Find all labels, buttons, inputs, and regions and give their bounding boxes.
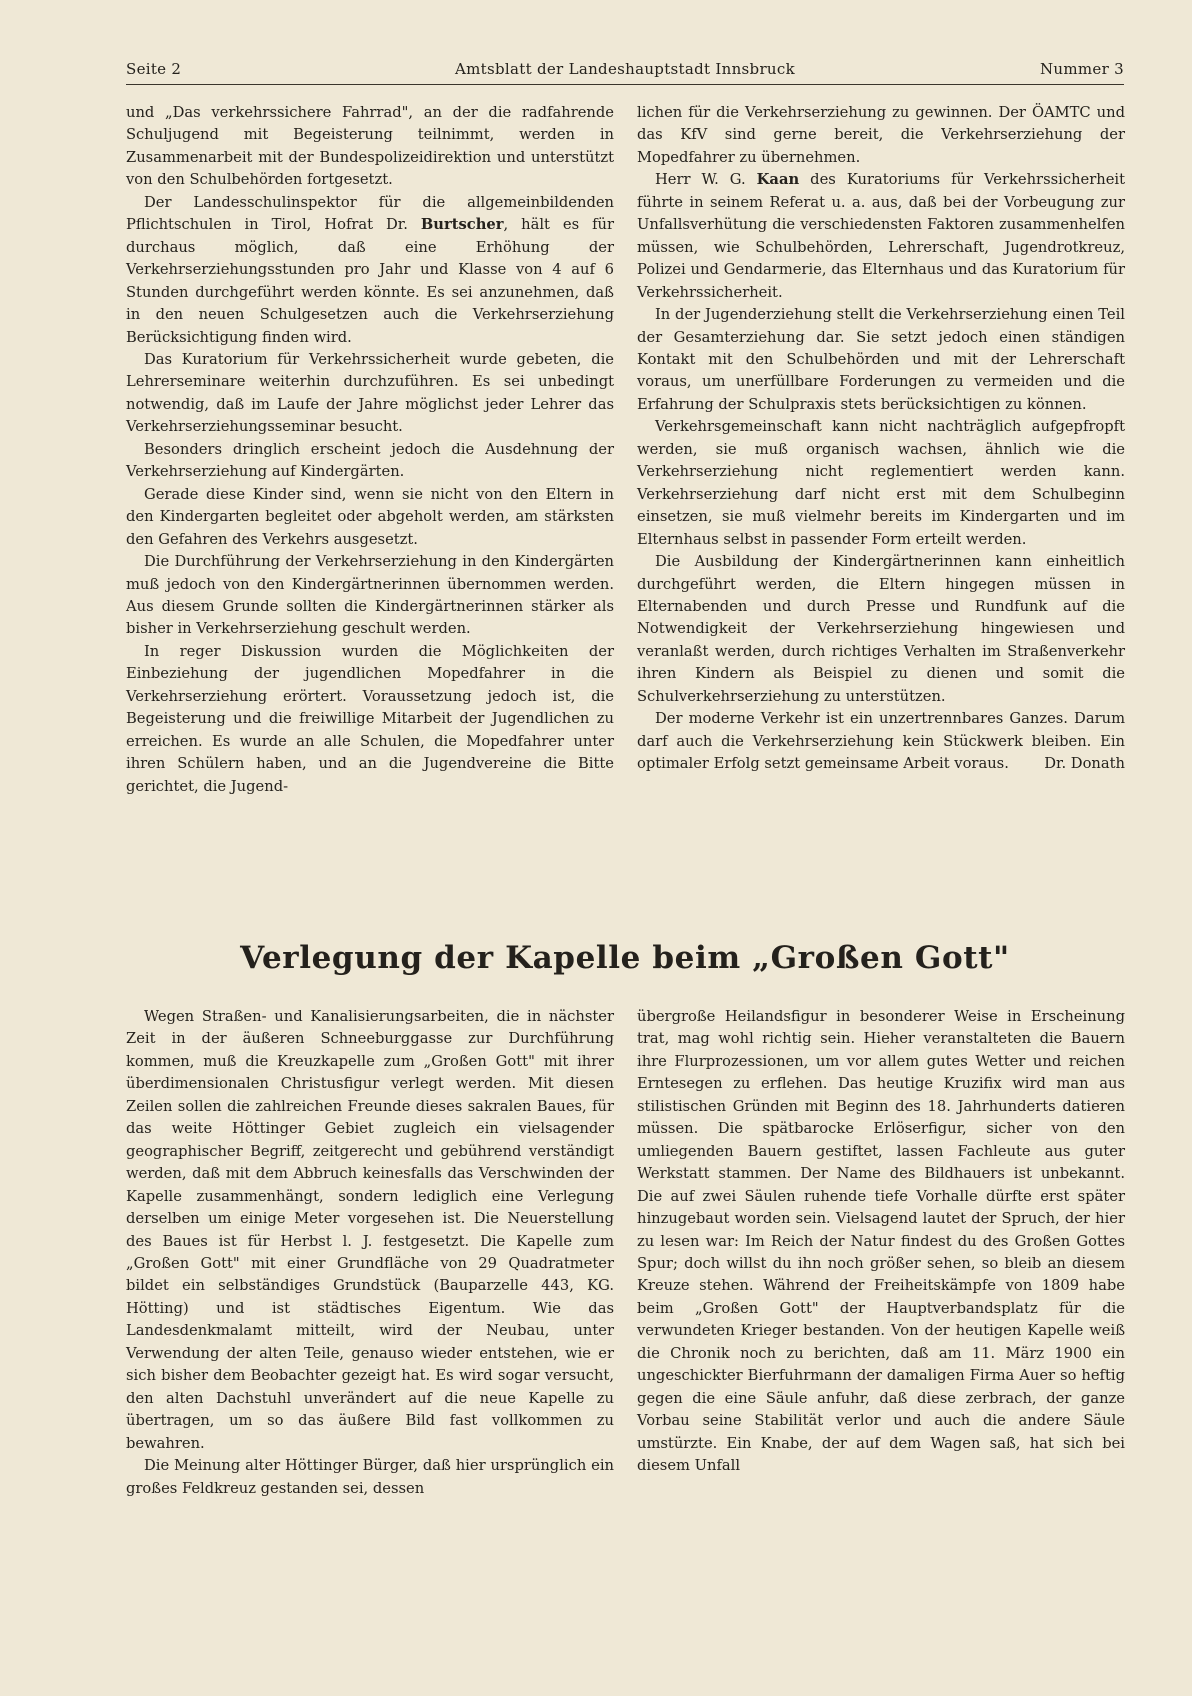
page-header bbox=[126, 54, 1124, 85]
paragraph: Die Ausbildung der Kindergärtnerinnen kann einheitlich durchgeführt werden, die Eltern hingegen müssen in Elternabenden und durch Presse und Rundfunk auf die Notwendigkeit der Verkehrserziehung hingewiesen und veranlaßt werden, durch richtiges Verhalten im Straßenverkehr ihren Kindern als Beispiel zu dienen und somit die Schulverkehrserziehung zu unterstützen. bbox=[637, 553, 1125, 705]
person-name: Kaan bbox=[756, 171, 800, 189]
issue-number: Nummer 3 bbox=[1040, 60, 1124, 78]
person-name: Burtscher bbox=[420, 216, 504, 234]
paragraph: In der Jugenderziehung stellt die Verkehrserziehung einen Teil der Gesamterziehung dar. Sie setzt jedoch einen ständigen Kontakt mit den Schulbehörden und mit der Lehrerschaft voraus, um unerfüllbare Forderungen zu vermeiden und die Erfahrung der Schulpraxis stets berücksichtigen zu können. bbox=[637, 306, 1125, 413]
publication-title: Amtsblatt der Landeshauptstadt Innsbruck bbox=[455, 60, 795, 78]
paragraph-text: des Kuratoriums für Verkehrssicherheit führte in seinem Referat u. a. aus, daß bei der Vorbeugung zur Unfallsverhütung die verschiedensten Faktoren zusammenhelfen müssen, wie Schulbehörden, Lehrerschaft, Jugendrotkreuz, Polizei und Gendarmerie, das Elternhaus und das Kuratorium für Verkehrssicherheit. bbox=[637, 171, 1126, 301]
paragraph bbox=[637, 708, 1125, 775]
paragraph: Besonders dringlich erscheint jedoch die Ausdehnung der Verkehrserziehung auf Kindergärten. bbox=[126, 440, 614, 481]
paragraph bbox=[637, 169, 1125, 304]
page-number: Seite 2 bbox=[126, 60, 182, 78]
paragraph-text: Herr W. G. bbox=[655, 171, 746, 189]
paragraph bbox=[126, 192, 614, 349]
article1-column-left bbox=[126, 102, 614, 798]
paragraph: übergroße Heilandsfigur in besonderer Weise in Erscheinung trat, mag wohl richtig sein. Hieher veranstalteten die Bauern ihre Flurprozessionen, um vor allem gutes Wetter und reichen Erntesegen zu erflehen. Das heutige Kruzifix wird man aus stilistischen Gründen mit Beginn des 18. Jahrhunderts datieren müssen. Die spätbarocke Erlöserfigur, sicher von den umliegenden Bauern gestiftet, lassen Fachleute aus guter Werkstatt stammen. Der Name des Bildhauers ist unbekannt. Die auf zwei Säulen ruhende tiefe Vorhalle dürfte erst später hinzugebaut worden sein. Vielsagend lautet der Spruch, der hier zu lesen war: Im Reich der Natur findest du des Großen Gottes Spur; doch willst du ihn noch größer sehen, so bleib an diesem Kreuze stehen. Während der Freiheitskämpfe von 1809 habe beim „Großen Gott" der Hauptverbandsplatz für die verwundeten Krieger bestanden. Von der heutigen Kapelle weiß die Chronik noch zu berichten, daß am 11. März 1900 ein ungeschickter Bierfuhrmann der damaligen Firma Auer so heftig gegen die eine Säule anfuhr, daß diese zerbrach, der ganze Vorbau seine Stabilität verlor und auch die andere Säule umstürzte. Ein Knabe, der auf dem Wagen saß, hat sich bei diesem Unfall bbox=[637, 1008, 1125, 1475]
paragraph: In reger Diskussion wurden die Möglichkeiten der Einbeziehung der jugendlichen Mopedfahrer in die Verkehrserziehung erörtert. Voraussetzung jedoch ist, die Begeisterung und die freiwillige Mitarbeit der Jugendlichen zu erreichen. Es wurde an alle Schulen, die Mopedfahrer unter ihren Schülern haben, und an die Jugendvereine die Bitte gerichtet, die Jugend- bbox=[126, 642, 614, 795]
paragraph-text: , hält es für durchaus möglich, daß eine Erhöhung der Verkehrserziehungsstunden pro Jahr und Klasse von 4 auf 6 Stunden durchgeführt werden könnte. Es sei anzunehmen, daß in den neuen Schulgesetzen auch die Verkehrserziehung Berücksichtigung finden wird. bbox=[126, 216, 615, 346]
paragraph: und „Das verkehrssichere Fahrrad", an der die radfahrende Schuljugend mit Begeisterung teilnimmt, werden in Zusammenarbeit mit der Bundespolizeidirektion und unterstützt von den Schulbehörden fortgesetzt. bbox=[126, 104, 614, 189]
article-headline: Verlegung der Kapelle beim „Großen Gott" bbox=[240, 940, 1010, 976]
paragraph: Die Meinung alter Höttinger Bürger, daß hier ursprünglich ein großes Feldkreuz gestanden sei, dessen bbox=[126, 1457, 614, 1497]
paragraph: Wegen Straßen- und Kanalisierungsarbeiten, die in nächster Zeit in der äußeren Schneeburggasse zur Durchführung kommen, muß die Kreuzkapelle zum „Großen Gott" mit ihrer überdimensionalen Christusfigur verlegt werden. Mit diesen Zeilen sollen die zahlreichen Freunde dieses sakralen Baues, für das weite Höttinger Gebiet zugleich ein vielsagender geographischer Begriff, zeitgerecht und gebührend verständigt werden, daß mit dem Abbruch keinesfalls das Verschwinden der Kapelle zusammenhängt, sondern lediglich eine Verlegung derselben um einige Meter vorgesehen ist. Die Neuerstellung des Baues ist für Herbst l. J. festgesetzt. Die Kapelle zum „Großen Gott" mit einer Grundfläche von 29 Quadratmeter bildet ein selbständiges Grundstück (Bauparzelle 443, KG. Hötting) und ist städtisches Eigentum. Wie das Landesdenkmalamt mitteilt, wird der Neubau, unter Verwendung der alten Teile, genauso wieder entstehen, wie er sich bisher dem Beobachter gezeigt hat. Es wird sogar versucht, den alten Dachstuhl unverändert auf die neue Kapelle zu übertragen, um so das äußere Bild fast vollkommen zu bewahren. bbox=[126, 1008, 614, 1452]
paragraph-text: Der Landesschulinspektor für die allgemeinbildenden Pflichtschulen in Tirol, Hofrat Dr. bbox=[126, 193, 614, 234]
paragraph: Die Durchführung der Verkehrserziehung in den Kindergärten muß jedoch von den Kindergärtnerinnen übernommen werden. Aus diesem Grunde sollten die Kindergärtnerinnen stärker als bisher in Verkehrserziehung geschult werden. bbox=[126, 553, 614, 638]
article2-column-right bbox=[637, 1006, 1125, 1478]
article2-column-left bbox=[126, 1006, 614, 1500]
author-signature: Dr. Donath bbox=[1044, 755, 1125, 773]
paragraph: Gerade diese Kinder sind, wenn sie nicht von den Eltern in den Kindergarten begleitet oder abgeholt werden, am stärksten den Gefahren des Verkehrs ausgesetzt. bbox=[126, 485, 614, 548]
paragraph-text: Der moderne Verkehr ist ein unzertrennbares Ganzes. Darum darf auch die Verkehrserziehung kein Stückwerk bleiben. Ein optimaler Erfolg setzt gemeinsame Arbeit voraus. bbox=[637, 710, 1125, 773]
paragraph: lichen für die Verkehrserziehung zu gewinnen. Der ÖAMTC und das KfV sind gerne bereit, die Verkehrserziehung der Mopedfahrer zu übernehmen. bbox=[637, 104, 1125, 166]
paragraph: Verkehrsgemeinschaft kann nicht nachträglich aufgepfropft werden, sie muß organisch wachsen, ähnlich wie die Verkehrserziehung nicht reglementiert werden kann. Verkehrserziehung darf nicht erst mit dem Schulbeginn einsetzen, sie muß vielmehr bereits im Kindergarten und im Elternhaus selbst in passender Form erteilt werden. bbox=[637, 418, 1125, 548]
paragraph: Das Kuratorium für Verkehrssicherheit wurde gebeten, die Lehrerseminare weiterhin durchzuführen. Es sei unbedingt notwendig, daß im Laufe der Jahre möglichst jeder Lehrer das Verkehrserziehungsseminar besucht. bbox=[126, 350, 614, 436]
article1-column-right bbox=[637, 102, 1125, 776]
